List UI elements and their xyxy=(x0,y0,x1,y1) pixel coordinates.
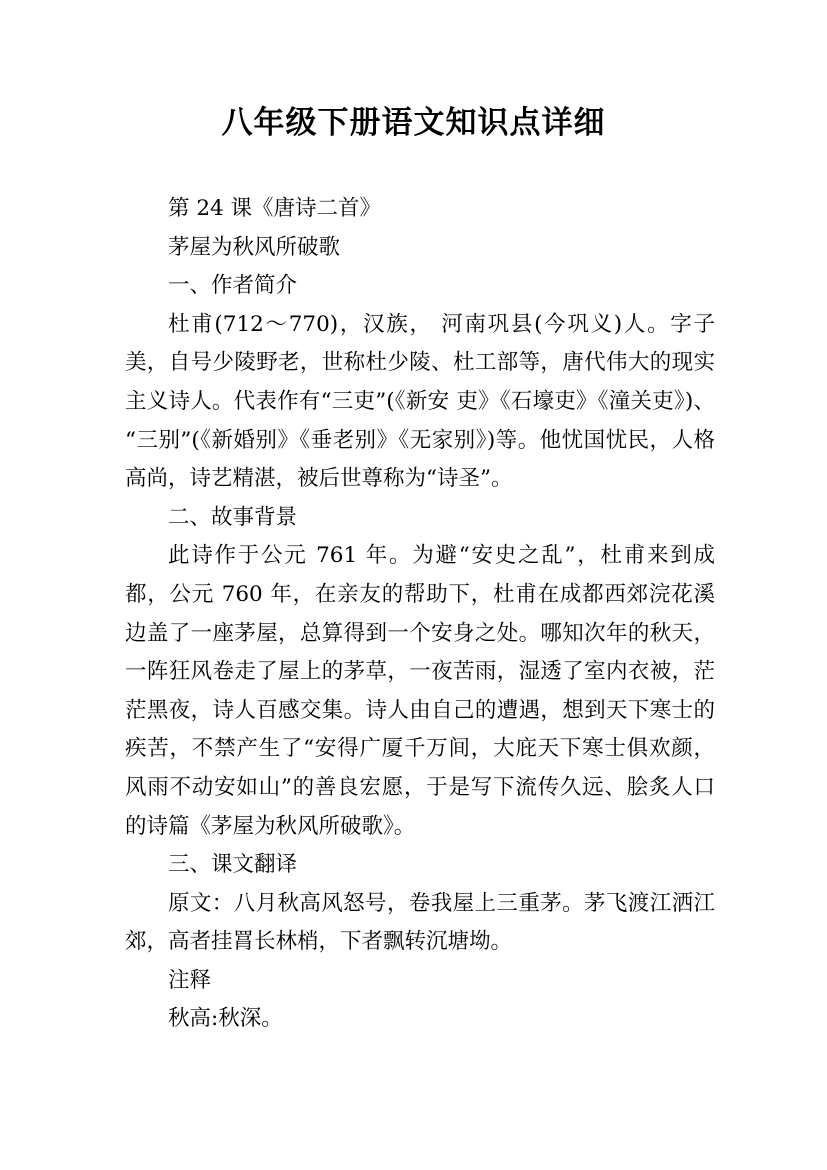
notes-heading: 注释 xyxy=(168,967,212,993)
author-heading: 一、作者简介 xyxy=(168,273,298,299)
background-heading: 二、故事背景 xyxy=(168,504,298,530)
original-text-paragraph: 原文：八月秋高风怒号，卷我屋上三重茅。茅飞渡江洒江郊，高者挂罥长林梢，下者飘转沉塘坳。 xyxy=(125,890,715,955)
poem-title: 茅屋为秋风所破歌 xyxy=(168,234,341,260)
author-paragraph: 杜甫(712～770)，汉族， 河南巩县(今巩义)人。字子美，自号少陵野老，世称杜少陵、杜工部等，唐代伟大的现实主义诗人。代表作有“三吏”(《新安 吏》《石壕吏》《潼关吏》)、 “三别”(《新婚别》《垂老别》《无家别》)等。他忧国忧民，人格高尚，诗艺精湛，被后世尊称为“诗圣”。 xyxy=(125,311,715,492)
note-item: 秋高:秋深。 xyxy=(168,1006,283,1032)
translation-heading: 三、课文翻译 xyxy=(168,852,298,878)
lesson-heading: 第 24 课《唐诗二首》 xyxy=(168,196,382,221)
background-paragraph: 此诗作于公元 761 年。为避“安史之乱”，杜甫来到成都，公元 760 年，在亲友的帮助下，杜甫在成都西郊浣花溪边盖了一座茅屋，总算得到一个安身之处。哪知次年的秋天，一阵狂风卷走了屋上的茅草，一夜苦雨，湿透了室内衣被，茫茫黑夜，诗人百感交集。诗人由自己的遭遇，想到天下寒士的疾苦，不禁产生了“安得广厦千万间，大庇天下寒士俱欢颜，风雨不动安如山”的善良宏愿，于是写下流传久远、脍炙人口的诗篇《茅屋为秋风所破歌》。 xyxy=(125,543,715,839)
document-title: 八年级下册语文知识点详细 xyxy=(221,105,606,141)
document-body xyxy=(125,190,715,1039)
